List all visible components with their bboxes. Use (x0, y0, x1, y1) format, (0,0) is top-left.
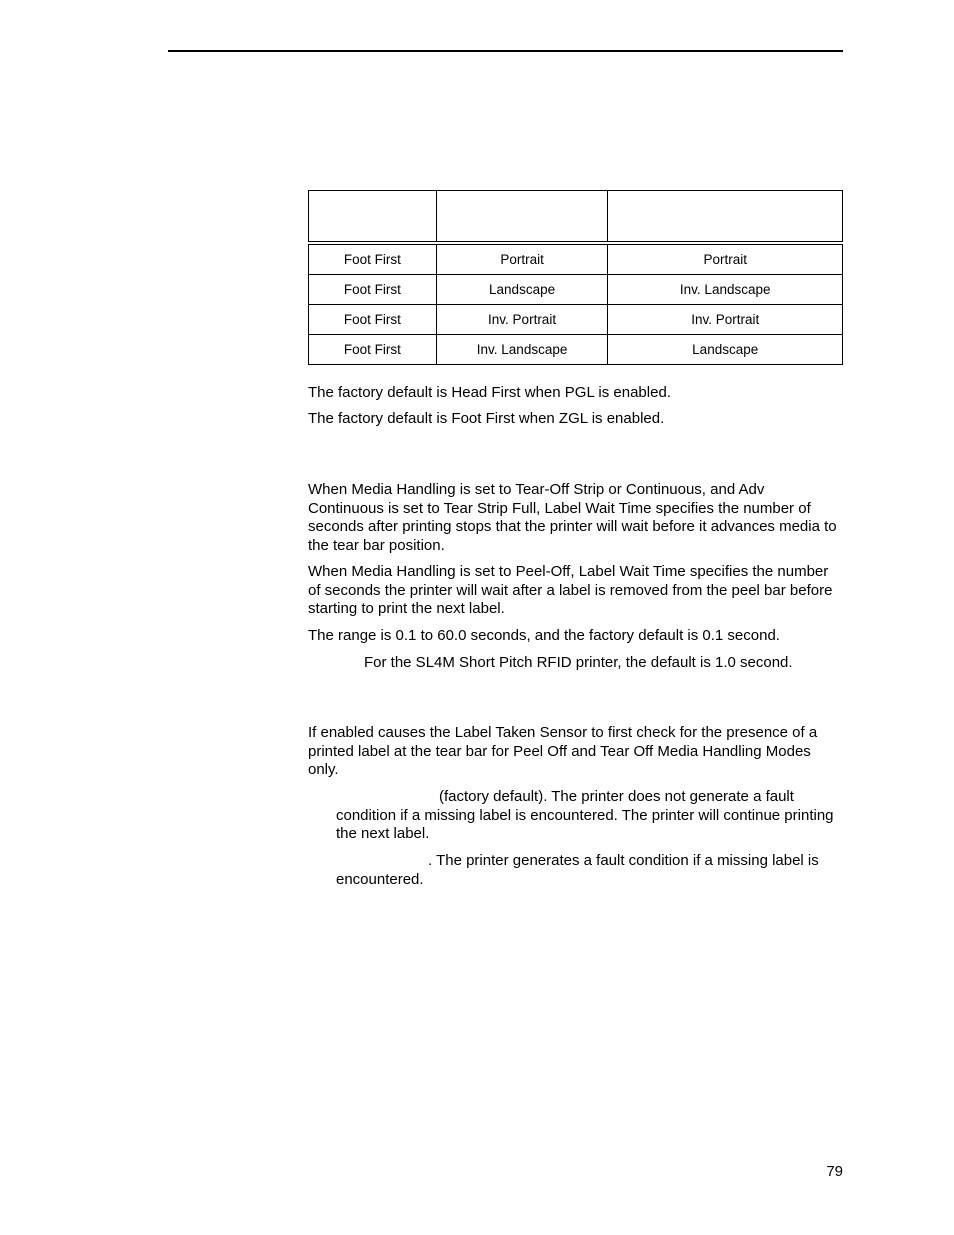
label-wait-time-note: For the SL4M Short Pitch RFID printer, the default is 1.0 second. (364, 654, 793, 671)
table-cell: Inv. Portrait (436, 305, 608, 335)
table-row (309, 275, 843, 305)
label-taken-sensor-option-disable: (factory default). The printer does not generate a fault condition if a missing label is encountered. The printer will continue printing the next label. (336, 788, 834, 842)
table-row (309, 243, 843, 275)
table-cell: Foot First (309, 243, 437, 275)
table-cell: Portrait (608, 243, 843, 275)
label-wait-time-paragraph-1: When Media Handling is set to Tear-Off Strip or Continuous, and Adv Continuous is set to Tear Strip Full, Label Wait Time specifies the number of seconds after printing stops that the printer will wait before it advances media to the tear bar position. (308, 481, 837, 554)
zgl-default-note: The factory default is Foot First when ZGL is enabled. (308, 410, 665, 427)
table-cell: Foot First (309, 335, 437, 365)
table-row (309, 305, 843, 335)
label-taken-sensor-paragraph: If enabled causes the Label Taken Sensor to first check for the presence of a printed label at the tear bar for Peel Off and Tear Off Media Handling Modes only. (308, 724, 818, 778)
label-wait-time-range: The range is 0.1 to 60.0 seconds, and the factory default is 0.1 second. (308, 627, 780, 644)
table-cell: Foot First (309, 305, 437, 335)
table-cell: Inv. Landscape (436, 335, 608, 365)
table-cell: Inv. Landscape (608, 275, 843, 305)
table-header-cell (309, 191, 437, 244)
table-cell: Portrait (436, 243, 608, 275)
page-number: 79 (826, 1163, 843, 1180)
table-cell: Inv. Portrait (608, 305, 843, 335)
table-header-cell (608, 191, 843, 244)
table-cell: Landscape (608, 335, 843, 365)
label-taken-sensor-option-enable: . The printer generates a fault condition if a missing label is encountered. (336, 852, 819, 888)
pgl-default-note: The factory default is Head First when PGL is enabled. (308, 384, 671, 401)
table-header-cell (436, 191, 608, 244)
table-cell: Landscape (436, 275, 608, 305)
orientation-table (308, 190, 843, 365)
header-rule (168, 50, 843, 52)
table-header-row (309, 191, 843, 244)
table-cell: Foot First (309, 275, 437, 305)
table-row (309, 335, 843, 365)
label-wait-time-paragraph-2: When Media Handling is set to Peel-Off, Label Wait Time specifies the number of seconds the printer will wait after a label is removed from the peel bar before starting to print the next label. (308, 563, 833, 617)
